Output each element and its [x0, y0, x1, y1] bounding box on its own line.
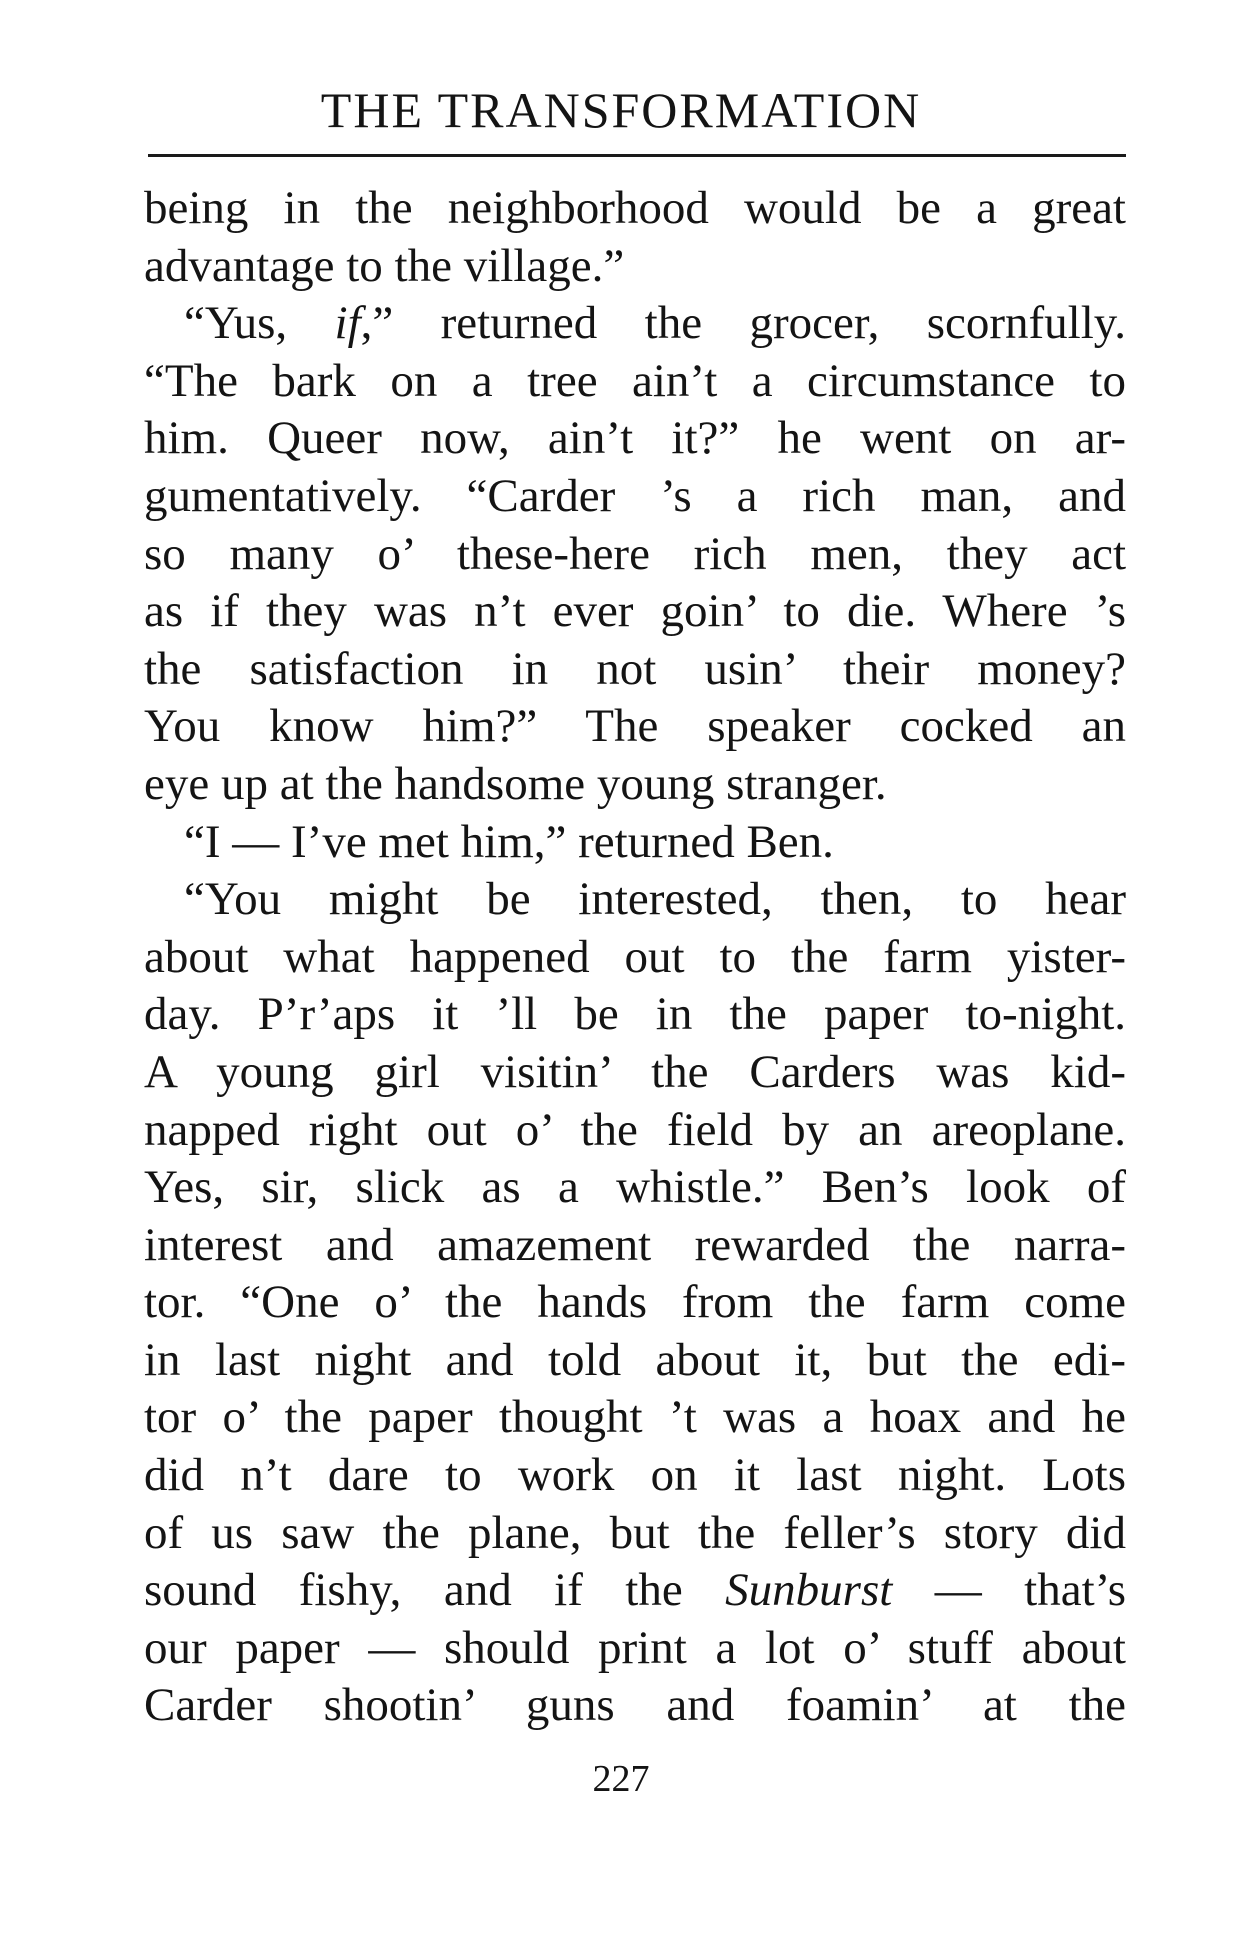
- text-line: advantage to the village.”: [144, 239, 625, 292]
- text-line: tor. “One o’ the hands from the farm come: [144, 1276, 1126, 1329]
- text-line: in last night and told about it, but the edi-: [144, 1333, 1126, 1386]
- text-line: of us saw the plane, but the feller’s story did: [144, 1506, 1126, 1559]
- text-line: gumentatively. “Carder ’s a rich man, and: [144, 469, 1126, 522]
- text-line: day. P’r’aps it ’ll be in the paper to-night.: [144, 988, 1126, 1041]
- text-line: sound fishy, and if the Sunburst — that’s: [144, 1564, 1126, 1617]
- text-line: being in the neighborhood would be a great: [144, 182, 1126, 234]
- text-line: so many o’ these-here rich men, they act: [144, 527, 1126, 580]
- text-line: “Yus, if,” returned the grocer, scornfully.: [184, 297, 1126, 350]
- text-line: “The bark on a tree ain’t a circumstance to: [144, 354, 1126, 407]
- text-line: napped right out o’ the field by an areoplane.: [144, 1103, 1126, 1156]
- text-line: Yes, sir, slick as a whistle.” Ben’s look of: [144, 1161, 1126, 1214]
- text-line: A young girl visitin’ the Carders was kid-: [144, 1045, 1126, 1098]
- text-line: as if they was n’t ever goin’ to die. Where ’s: [144, 585, 1126, 638]
- text-line: him. Queer now, ain’t it?” he went on ar-: [144, 412, 1126, 465]
- text-line: You know him?” The speaker cocked an: [144, 700, 1126, 753]
- text-line: eye up at the handsome young stranger.: [144, 757, 887, 810]
- page-number: 227: [592, 1758, 650, 1800]
- text-line: our paper — should print a lot o’ stuff about: [144, 1621, 1126, 1674]
- text-line: did n’t dare to work on it last night. Lots: [144, 1449, 1126, 1502]
- text-line: the satisfaction in not usin’ their money?: [144, 642, 1126, 695]
- text-line: Carder shootin’ guns and foamin’ at the: [144, 1679, 1126, 1732]
- text-line: “You might be interested, then, to hear: [184, 873, 1126, 926]
- text-line: interest and amazement rewarded the narra-: [144, 1218, 1126, 1271]
- text-line: about what happened out to the farm yister-: [144, 930, 1126, 983]
- text-line: “I — I’ve met him,” returned Ben.: [184, 815, 834, 868]
- body-text: [144, 180, 1126, 1735]
- header-rule: [148, 154, 1126, 157]
- running-title: THE TRANSFORMATION: [320, 82, 922, 138]
- text-line: tor o’ the paper thought ’t was a hoax and he: [144, 1391, 1126, 1444]
